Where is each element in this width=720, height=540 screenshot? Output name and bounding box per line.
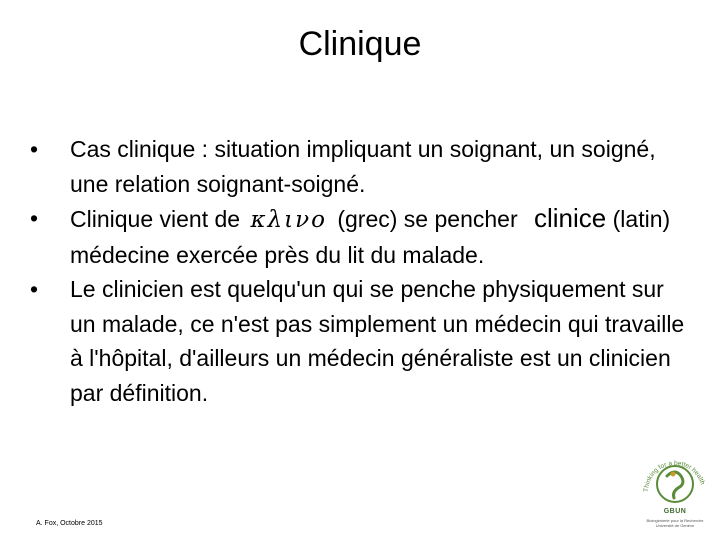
logo-emblem-icon bbox=[636, 448, 714, 510]
bullet-item bbox=[30, 272, 690, 410]
bullet-text: Clinique vient de bbox=[70, 206, 241, 232]
bullet-text: Cas clinique : situation impliquant un soignant, un soigné, une relation soignant-soigné. bbox=[70, 136, 656, 197]
bullet-text: (grec) se pencher bbox=[337, 206, 518, 232]
bullet-item bbox=[30, 201, 690, 272]
bullet-marker: • bbox=[30, 205, 39, 231]
logo-ring-textpath: Thinking for a better health bbox=[642, 459, 706, 493]
logo-subtitle-line: Bioingénierie pour la Recherche bbox=[646, 518, 704, 523]
bullet-text: (latin) médecine exercée près du lit du malade. bbox=[70, 206, 671, 268]
logo-name: GBUN bbox=[663, 508, 687, 515]
greek-word: κλινο bbox=[250, 207, 327, 233]
bullet-text: Le clinicien est quelqu'un qui se penche physiquement sur un malade, ce n'est pas simplement un médecin qui travaille à l'hôpital, d'ailleurs un médecin généraliste est un clinicien par définition. bbox=[70, 276, 685, 406]
slide-title: Clinique bbox=[298, 25, 422, 63]
bullet-list bbox=[30, 132, 690, 410]
latin-word: clinice bbox=[534, 203, 607, 233]
logo-subtitle-line: Université de Genève bbox=[655, 523, 695, 528]
bullet-item bbox=[30, 132, 690, 201]
bullet-marker: • bbox=[30, 276, 39, 302]
footer-credit: A. Fox, Octobre 2015 bbox=[36, 520, 103, 527]
logo-subtitle bbox=[636, 518, 714, 528]
gbun-logo bbox=[636, 448, 714, 534]
bullet-marker: • bbox=[30, 136, 39, 162]
logo-ring-text bbox=[643, 460, 706, 492]
